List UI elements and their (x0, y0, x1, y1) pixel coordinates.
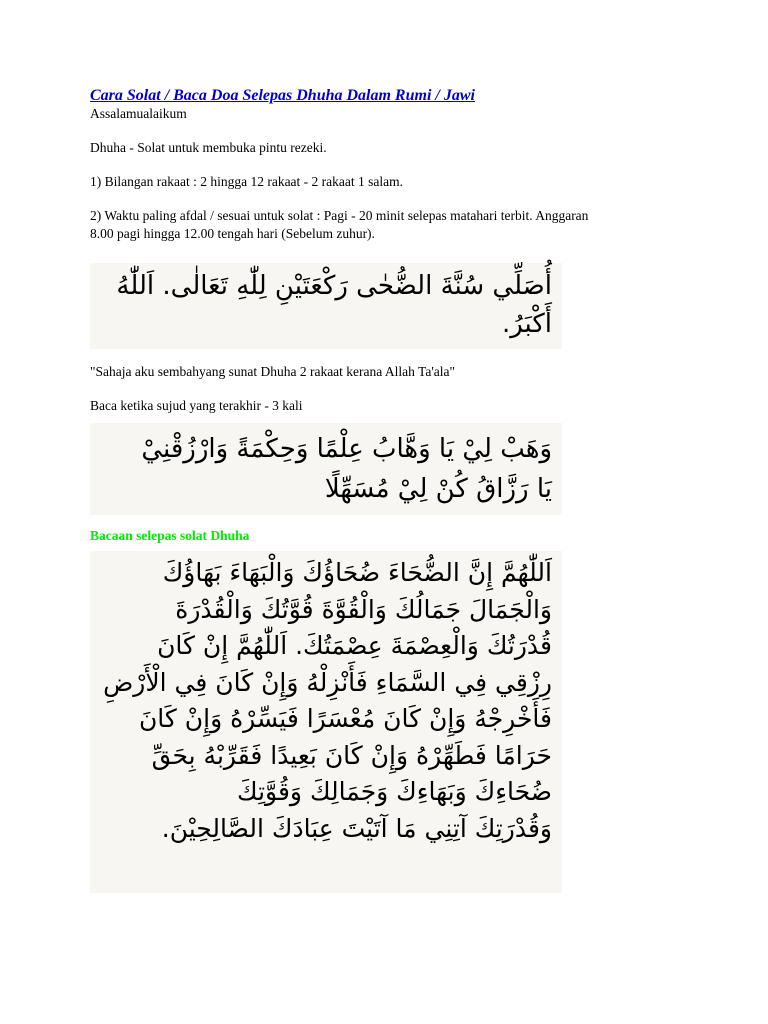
doa-arabic-line: اَللّٰهُمَّ إِنَّ الضُّحَاءَ ضُحَاؤُكَ وَالْبَهَاءَ بَهَاؤُكَ (162, 558, 552, 587)
intro-text: Dhuha - Solat untuk membuka pintu rezeki. (90, 140, 327, 155)
sujud-arabic-line: يَا رَزَّاقُ كُنْ لِيْ مُسَهِّلًا (324, 474, 552, 504)
spacer (90, 381, 700, 397)
spacer (90, 123, 700, 139)
niat-arabic-line: أَكْبَرُ. (501, 309, 552, 339)
sujud-arabic-line: وَهَبْ لِيْ يَا وَهَّابُ عِلْمًا وَحِكْمَةً وَارْزُقْنِيْ (141, 434, 552, 464)
niat-arabic-line: أُصَلِّي سُنَّةَ الضُّحٰى رَكْعَتَيْنِ لِلّٰهِ تَعَالٰى. اَللّٰهُ (116, 271, 552, 301)
doa-heading: Bacaan selepas solat Dhuha (90, 528, 250, 543)
point-two-line-one: 2) Waktu paling afdal / sesuai untuk solat : Pagi - 20 minit selepas matahari terbit. Anggaran (90, 208, 589, 223)
doa-arabic-line: فَأَخْرِجْهُ وَإِنْ كَانَ مُعْسَرًا فَيَسِّرْهُ وَإِنْ كَانَ (138, 704, 552, 733)
document-content (90, 86, 700, 893)
doa-arabic-line: وَقُدْرَتِكَ آتِنِي مَا آتَيْتَ عِبَادَكَ الصَّالِحِيْنَ. (161, 813, 552, 843)
spacer (90, 349, 700, 363)
doa-arabic-line: قُدْرَتُكَ وَالْعِصْمَةَ عِصْمَتُكَ. اَللّٰهُمَّ إِنْ كَانَ (157, 631, 552, 660)
page-title-link[interactable]: Cara Solat / Baca Doa Selepas Dhuha Dalam Rumi / Jawi (90, 87, 475, 104)
doa-arabic-image (90, 551, 562, 893)
sujud-instruction-text: Baca ketika sujud yang terakhir - 3 kali (90, 398, 303, 413)
doa-arabic-line: وَالْجَمَالَ جَمَالُكَ وَالْقُوَّةَ قُوَّتُكَ وَالْقُدْرَةَ (175, 594, 552, 624)
point-one-text: 1) Bilangan rakaat : 2 hingga 12 rakaat - 2 rakaat 1 salam. (90, 174, 404, 189)
sujud-arabic-image (90, 423, 562, 515)
spacer (90, 191, 700, 207)
niat-translation-text: "Sahaja aku sembahyang sunat Dhuha 2 rakaat kerana Allah Ta'ala" (90, 364, 456, 379)
doa-arabic-line: ضُحَاءِكَ وَبَهَاءِكَ وَجَمَالِكَ وَقُوَّتِكَ (237, 777, 552, 806)
spacer (90, 515, 700, 527)
niat-arabic-image (90, 263, 562, 349)
point-two-line-two: 8.00 pagi hingga 12.00 tengah hari (Sebelum zuhur). (90, 226, 375, 241)
doa-arabic-line: رِزْقِي فِي السَّمَاءِ فَأَنْزِلْهُ وَإِنْ كَانَ فِي الْأَرْضِ (103, 667, 552, 697)
doa-arabic-line: حَرَامًا فَطَهِّرْهُ وَإِنْ كَانَ بَعِيدًا فَقَرِّبْهُ بِحَقِّ (151, 740, 552, 770)
greeting-text: Assalamualaikum (90, 106, 187, 121)
spacer (90, 157, 700, 173)
